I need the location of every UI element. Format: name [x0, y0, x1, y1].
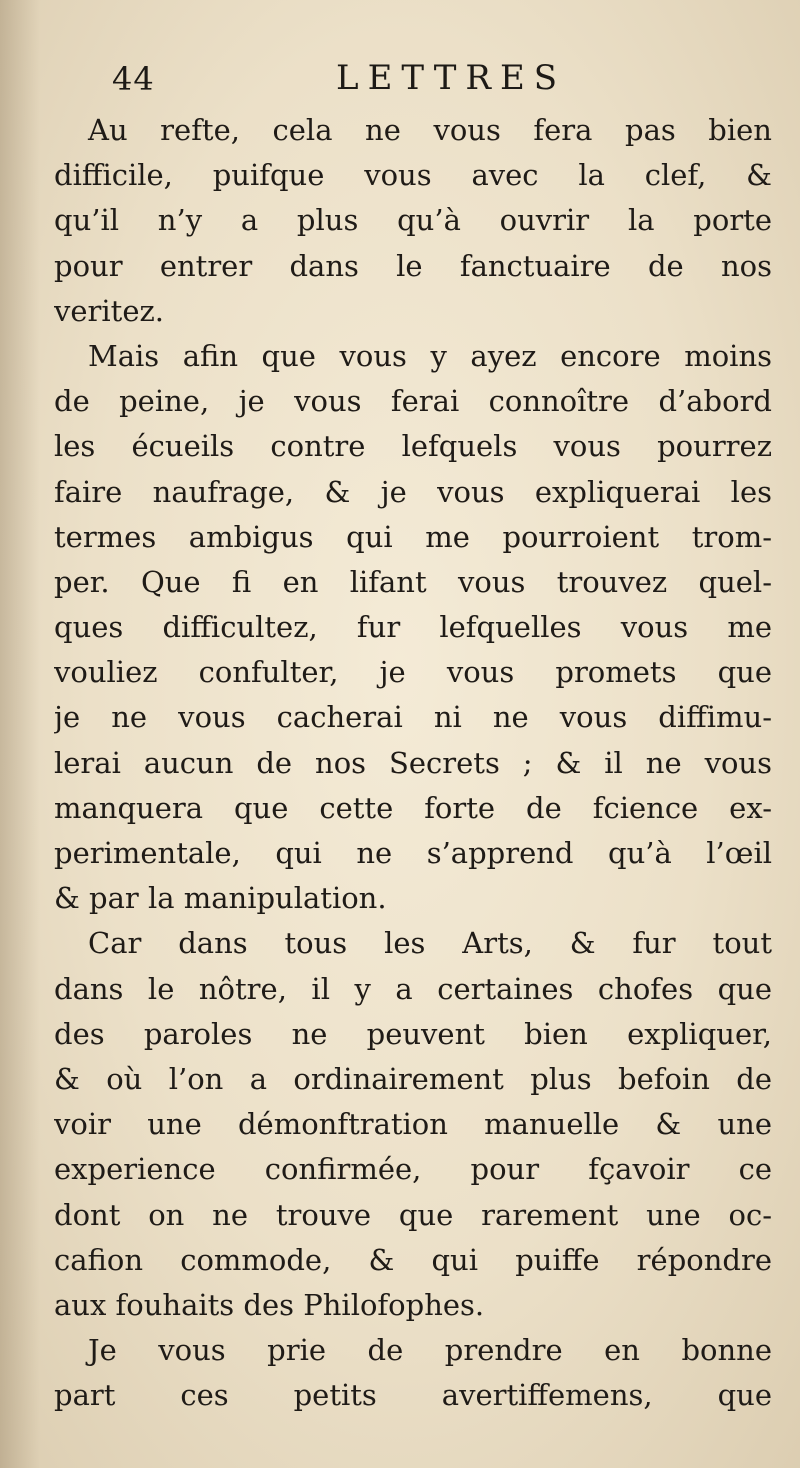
text-line: veritez.	[54, 293, 164, 328]
running-head: LETTRES	[336, 58, 567, 98]
page-gutter-shadow	[0, 0, 40, 1468]
text-line: les écueils contre lefquels vous pourrez	[54, 429, 772, 464]
page-number: 44	[112, 60, 155, 98]
text-line: vouliez confulter, je vous promets que	[54, 655, 772, 690]
text-line: Au refte, cela ne vous fera pas bien	[88, 113, 772, 147]
text-line: perimentale, qui ne s’apprend qu’à l’œil	[54, 836, 772, 870]
text-line: aux fouhaits des Philofophes.	[54, 1287, 485, 1322]
text-line: ques difficultez, fur lefquelles vous me	[54, 610, 772, 645]
text-line: experience confirmée, pour fçavoir ce	[54, 1152, 772, 1187]
text-line: Car dans tous les Arts, & fur tout	[88, 926, 772, 961]
text-line: qu’il n’y a plus qu’à ouvrir la porte	[54, 203, 772, 238]
text-line: termes ambigus qui me pourroient trom-	[54, 519, 772, 554]
text-line: dans le nôtre, il y a certaines chofes que	[54, 971, 772, 1006]
text-line: je ne vous cacherai ni ne vous diffimu-	[54, 700, 772, 735]
text-line: cafion commode, & qui puiffe répondre	[54, 1242, 772, 1277]
text-line: faire naufrage, & je vous expliquerai les	[54, 474, 772, 509]
text-line: Mais afin que vous y ayez encore moins	[88, 338, 772, 373]
text-line: & où l’on a ordinairement plus befoin de	[54, 1061, 772, 1096]
text-line: voir une démonftration manuelle & une	[54, 1107, 772, 1142]
body-text	[54, 108, 772, 1418]
text-line: Je vous prie de prendre en bonne	[88, 1333, 772, 1368]
text-line: lerai aucun de nos Secrets ; & il ne vous	[54, 745, 772, 780]
text-line: manquera que cette forte de fcience ex-	[54, 790, 772, 825]
text-line: pour entrer dans le fanctuaire de nos	[54, 248, 772, 283]
text-line: part ces petits avertiffemens, que	[54, 1378, 772, 1413]
text-line: des paroles ne peuvent bien expliquer,	[54, 1016, 772, 1051]
text-line: dont on ne trouve que rarement une oc-	[54, 1197, 772, 1232]
text-line: & par la manipulation.	[54, 881, 387, 916]
text-line: de peine, je vous ferai connoître d’abord	[54, 384, 772, 419]
text-line: difficile, puifque vous avec la clef, &	[54, 158, 772, 193]
text-line: per. Que fi en lifant vous trouvez quel-	[54, 564, 772, 599]
